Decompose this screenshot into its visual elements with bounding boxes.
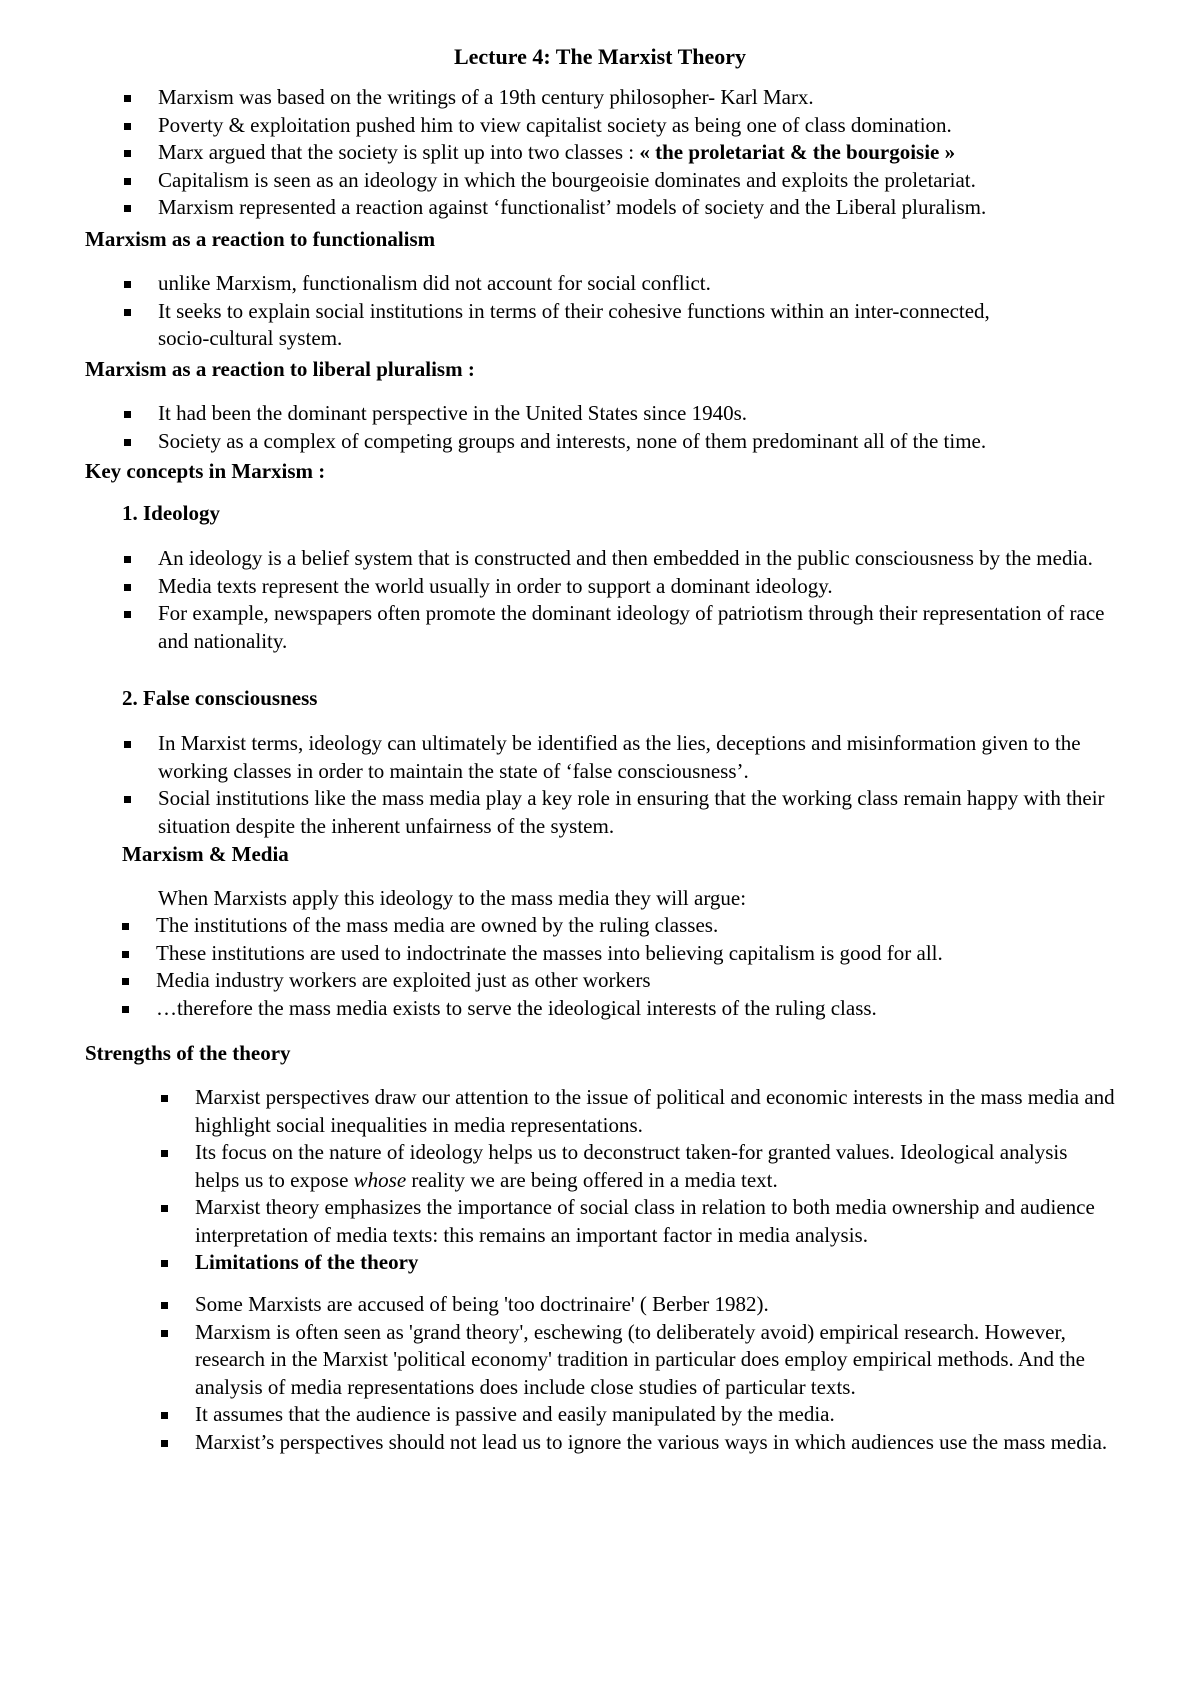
list-item: Society as a complex of competing groups and interests, none of them predominant all of the time. — [158, 428, 1138, 456]
bullet-icon — [124, 796, 131, 803]
intro-list — [158, 84, 1138, 222]
bullet-icon — [161, 1330, 168, 1337]
list-item: Some Marxists are accused of being 'too doctrinaire' ( Berber 1982). — [195, 1291, 1115, 1319]
list-item: Poverty & exploitation pushed him to view capitalist society as being one of class domination. — [158, 112, 1138, 140]
bullet-icon — [124, 178, 131, 185]
ideology-list — [158, 545, 1118, 655]
list-item: Marxism is often seen as 'grand theory', eschewing (to deliberately avoid) empirical research. However, research in the Marxist 'political economy' tradition in particular does employ empirical methods. And the analysis of media representations does include close studies of particular texts. — [195, 1319, 1115, 1402]
bullet-icon — [124, 123, 131, 130]
pluralism-list — [158, 400, 1138, 455]
bullet-icon — [124, 281, 131, 288]
emphasis-whose: whose — [353, 1167, 407, 1192]
bullet-icon — [161, 1440, 168, 1447]
bullet-icon — [124, 741, 131, 748]
functionalism-heading: Marxism as a reaction to functionalism — [85, 227, 436, 251]
list-item: Media industry workers are exploited just as other workers — [156, 967, 1136, 995]
bullet-icon — [122, 978, 129, 985]
concept-ideology — [122, 500, 220, 527]
false-consciousness-list — [158, 730, 1118, 840]
bullet-icon — [161, 1150, 168, 1157]
strengths-heading: Strengths of the theory — [85, 1041, 291, 1065]
bullet-icon — [161, 1302, 168, 1309]
bullet-icon — [124, 95, 131, 102]
list-item: It assumes that the audience is passive and easily manipulated by the media. — [195, 1401, 1115, 1429]
list-item: unlike Marxism, functionalism did not account for social conflict. — [158, 270, 1038, 298]
list-item: Marx argued that the society is split up into two classes : « the proletariat & the bourgoisie » — [158, 139, 1138, 167]
bullet-icon — [122, 951, 129, 958]
concept-label: 1. Ideology — [122, 501, 221, 525]
list-item: For example, newspapers often promote the dominant ideology of patriotism through their representation of race and nationality. — [158, 600, 1118, 655]
functionalism-list — [158, 270, 1038, 353]
page-title: Lecture 4: The Marxist Theory — [453, 44, 747, 69]
classes-emphasis: « the proletariat & the bourgoisie » — [639, 140, 956, 164]
bullet-icon — [124, 584, 131, 591]
list-item: It had been the dominant perspective in the United States since 1940s. — [158, 400, 1138, 428]
list-item: Marxist’s perspectives should not lead us to ignore the various ways in which audiences use the mass media. — [195, 1429, 1115, 1457]
bullet-icon — [161, 1412, 168, 1419]
list-item: It seeks to explain social institutions in terms of their cohesive functions within an inter-connected, socio-cultural system. — [158, 298, 1038, 353]
bullet-icon — [124, 205, 131, 212]
list-item: Marxist perspectives draw our attention to the issue of political and economic interests in the mass media and highlight social inequalities in media representations. — [195, 1084, 1115, 1139]
list-item: The institutions of the mass media are owned by the ruling classes. — [156, 912, 1136, 940]
media-heading: Marxism & Media — [122, 842, 289, 866]
pluralism-heading: Marxism as a reaction to liberal pluralism : — [85, 357, 475, 381]
list-item: Media texts represent the world usually in order to support a dominant ideology. — [158, 573, 1118, 601]
list-item: …therefore the mass media exists to serve the ideological interests of the ruling class. — [156, 995, 1136, 1023]
bullet-icon — [124, 611, 131, 618]
concept-label: 2. False consciousness — [122, 686, 318, 710]
list-item: These institutions are used to indoctrinate the masses into believing capitalism is good for all. — [156, 940, 1136, 968]
media-list — [156, 912, 1136, 1022]
list-item: Capitalism is seen as an ideology in which the bourgeoisie dominates and exploits the proletariat. — [158, 167, 1138, 195]
bullet-icon — [161, 1260, 168, 1267]
bullet-icon — [122, 1006, 129, 1013]
list-item: Its focus on the nature of ideology helps us to deconstruct taken-for granted values. Ideological analysis helps us to expose whose reality we are being offered in a media text. — [195, 1139, 1115, 1194]
bullet-icon — [124, 411, 131, 418]
list-item: In Marxist terms, ideology can ultimately be identified as the lies, deceptions and misinformation given to the working classes in order to maintain the state of ‘false consciousness’. — [158, 730, 1118, 785]
bullet-icon — [124, 556, 131, 563]
list-item: An ideology is a belief system that is constructed and then embedded in the public consciousness by the media. — [158, 545, 1118, 573]
bullet-icon — [122, 923, 129, 930]
bullet-icon — [124, 439, 131, 446]
list-item: Marxism was based on the writings of a 19th century philosopher- Karl Marx. — [158, 84, 1138, 112]
limitations-list — [195, 1291, 1115, 1456]
list-item: Marxist theory emphasizes the importance of social class in relation to both media ownership and audience interpretation of media texts: this remains an important factor in media analysis. — [195, 1194, 1115, 1249]
bullet-icon — [124, 309, 131, 316]
bullet-icon — [161, 1205, 168, 1212]
limitations-heading: Limitations of the theory — [195, 1249, 1115, 1277]
media-intro: When Marxists apply this ideology to the mass media they will argue: — [158, 886, 747, 910]
bullet-icon — [124, 150, 131, 157]
list-item: Marxism represented a reaction against ‘functionalist’ models of society and the Liberal pluralism. — [158, 194, 1138, 222]
list-item: Social institutions like the mass media play a key role in ensuring that the working class remain happy with their situation despite the inherent unfairness of the system. — [158, 785, 1118, 840]
bullet-icon — [161, 1095, 168, 1102]
strengths-list — [195, 1084, 1115, 1277]
key-concepts-heading: Key concepts in Marxism : — [85, 459, 326, 483]
concept-false-consciousness — [122, 685, 317, 712]
